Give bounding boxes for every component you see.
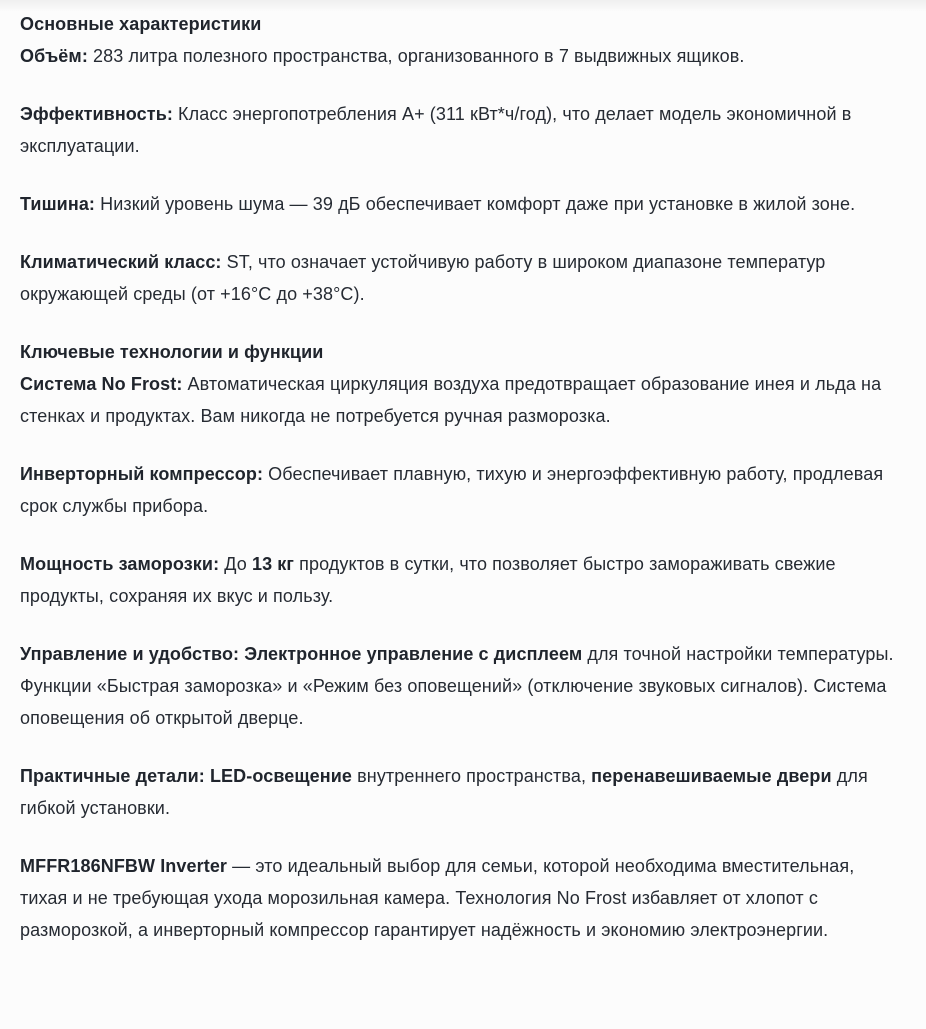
summary-paragraph	[20, 850, 906, 946]
text-segment: Класс энергопотребления А+ (311 кВт*ч/год), что делает модель экономичной в эксплуатации.	[20, 104, 852, 156]
bold-text-segment: перенавешиваемые двери	[591, 766, 832, 786]
bold-text-segment: Управление и удобство: Электронное управление с дисплеем	[20, 644, 583, 664]
text-segment: Автоматическая циркуляция воздуха предотвращает образование инея и льда на стенках и продуктах. Вам никогда не потребуется ручная разморозка.	[20, 374, 882, 426]
bold-text-segment: Тишина:	[20, 194, 96, 214]
spec-efficiency	[20, 98, 906, 162]
bold-text-segment: Мощность заморозки:	[20, 554, 220, 574]
bold-text-segment: Система No Frost:	[20, 374, 183, 394]
feature-no-frost	[20, 368, 906, 432]
feature-inverter-compressor	[20, 458, 906, 522]
bold-text-segment: Практичные детали: LED-освещение	[20, 766, 353, 786]
bold-text-segment: Инверторный компрессор:	[20, 464, 264, 484]
bold-text-segment: Основные характеристики	[20, 14, 262, 34]
bold-text-segment: Ключевые технологии и функции	[20, 342, 324, 362]
text-segment: для гибкой установки.	[20, 766, 868, 818]
spec-climate-class	[20, 246, 906, 310]
text-segment: ST, что означает устойчивую работу в широком диапазоне температур окружающей среды (от +16°С до +38°С).	[20, 252, 826, 304]
text-segment: 283 литра полезного пространства, организованного в 7 выдвижных ящиков.	[87, 46, 745, 66]
section-heading-key-technologies	[20, 336, 906, 368]
text-segment: продуктов в сутки, что позволяет быстро замораживать свежие продукты, сохраняя их вкус и пользу.	[20, 554, 836, 606]
text-segment: До	[219, 554, 252, 574]
bold-text-segment: 13 кг	[251, 554, 295, 574]
feature-practical-details	[20, 760, 906, 824]
bold-text-segment: Климатический класс:	[20, 252, 222, 272]
spec-volume	[20, 40, 906, 72]
section-heading-main-specs	[20, 8, 906, 40]
feature-freezing-capacity	[20, 548, 906, 612]
feature-control-convenience	[20, 638, 906, 734]
bold-text-segment: Объём:	[20, 46, 88, 66]
text-segment: Низкий уровень шума — 39 дБ обеспечивает комфорт даже при установке в жилой зоне.	[95, 194, 856, 214]
bold-text-segment: MFFR186NFBW Inverter	[20, 856, 228, 876]
text-segment: — это идеальный выбор для семьи, которой необходима вместительная, тихая и не требующая ухода морозильная камера. Технология No Frost избавляет от хлопот с разморозкой, а инверторный компрессор гарантирует надёжность и экономию электроэнергии.	[20, 856, 855, 940]
text-segment: Обеспечивает плавную, тихую и энергоэффективную работу, продлевая срок службы прибора.	[20, 464, 884, 516]
spec-noise	[20, 188, 906, 220]
text-segment: для точной настройки температуры. Функции «Быстрая заморозка» и «Режим без оповещений» (отключение звуковых сигналов). Система оповещения об открытой дверце.	[20, 644, 894, 728]
text-segment: внутреннего пространства,	[352, 766, 592, 786]
bold-text-segment: Эффективность:	[20, 104, 173, 124]
